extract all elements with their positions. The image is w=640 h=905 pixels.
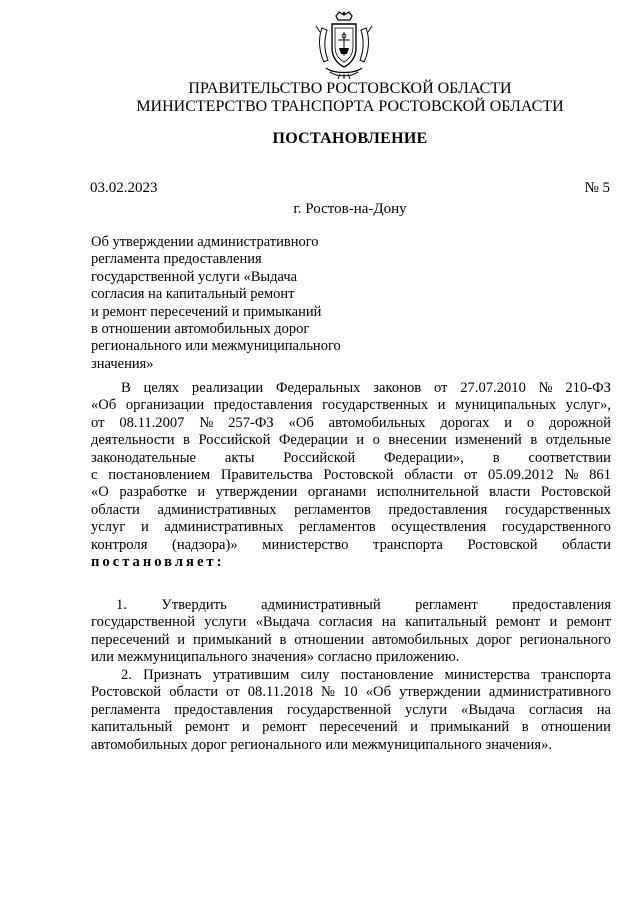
preamble-line: области административных регламентов предоставления государственных <box>91 501 611 518</box>
preamble-line: «Об организации предоставления государственных и муниципальных услуг», <box>91 397 611 414</box>
ministry-name: МИНИСТЕРСТВО ТРАНСПОРТА РОСТОВСКОЙ ОБЛАСТИ <box>136 98 564 115</box>
coat-of-arms-icon <box>314 10 374 80</box>
document-date: 03.02.2023 <box>90 180 158 196</box>
item-1-line: пересечений и примыканий в отношении автомобильных дорог регионального <box>91 631 611 648</box>
preamble-line: контроля (надзора)» министерство транспорта Ростовской области <box>91 536 611 553</box>
item-2-line: Ростовской области от 08.11.2018 № 10 «Об утверждении административного <box>91 684 611 701</box>
item-1-line: 1. Утвердить административный регламент предоставления <box>116 597 611 613</box>
subject-line: государственной услуги «Выдача <box>91 268 298 285</box>
item-2-line: автомобильных дорог регионального или межмуниципального значения». <box>91 736 553 753</box>
item-2-line: капитальный ремонт и ремонт пересечений и примыканий в отношении <box>91 719 611 736</box>
document-number: № 5 <box>584 180 610 196</box>
subject-line: согласия на капитальный ремонт <box>91 286 295 303</box>
government-name: ПРАВИТЕЛЬСТВО РОСТОВСКОЙ ОБЛАСТИ <box>188 80 512 97</box>
preamble-line: законодательные акты Российской Федерации», в соответствии <box>91 449 611 466</box>
item-1-line: или межмуниципального значения» согласно приложению. <box>91 649 460 666</box>
item-1-line: государственной услуги «Выдача согласия на капитальный ремонт и ремонт <box>91 614 611 631</box>
preamble-line: «О разработке и утверждении органами исполнительной власти Ростовской <box>91 484 611 501</box>
document-type: ПОСТАНОВЛЕНИЕ <box>272 130 428 147</box>
item-2-paragraph <box>91 667 611 754</box>
item-2-line: регламента предоставления государственной услуги «Выдача согласия на <box>91 701 611 718</box>
subject-line: и ремонт пересечений и примыканий <box>91 303 322 320</box>
preamble-line: с постановлением Правительства Ростовской области от 05.09.2012 № 861 <box>91 467 611 484</box>
preamble-line: от 08.11.2007 № 257-ФЗ «Об автомобильных дорогах и о дорожной <box>91 414 611 431</box>
resolves-word: постановляет: <box>91 554 225 571</box>
item-1-paragraph <box>91 597 611 667</box>
preamble-line: деятельности в Российской Федерации и о внесении изменений в отдельные <box>91 432 611 449</box>
document-subject <box>91 234 391 373</box>
preamble-paragraph <box>91 380 611 571</box>
item-2-line: 2. Признать утратившим силу постановление министерства транспорта <box>121 667 611 683</box>
subject-line: Об утверждении административного <box>91 234 319 250</box>
subject-line: значения» <box>91 355 154 372</box>
preamble-line: услуг и административных регламентов осуществления государственного <box>91 519 611 536</box>
subject-line: в отношении автомобильных дорог <box>91 321 310 338</box>
preamble-line: В целях реализации Федеральных законов от 27.07.2010 № 210-ФЗ <box>121 380 611 396</box>
subject-line: регламента предоставления <box>91 251 262 268</box>
document-city: г. Ростов-на-Дону <box>293 201 407 217</box>
subject-line: регионального или межмуниципального <box>91 338 341 355</box>
